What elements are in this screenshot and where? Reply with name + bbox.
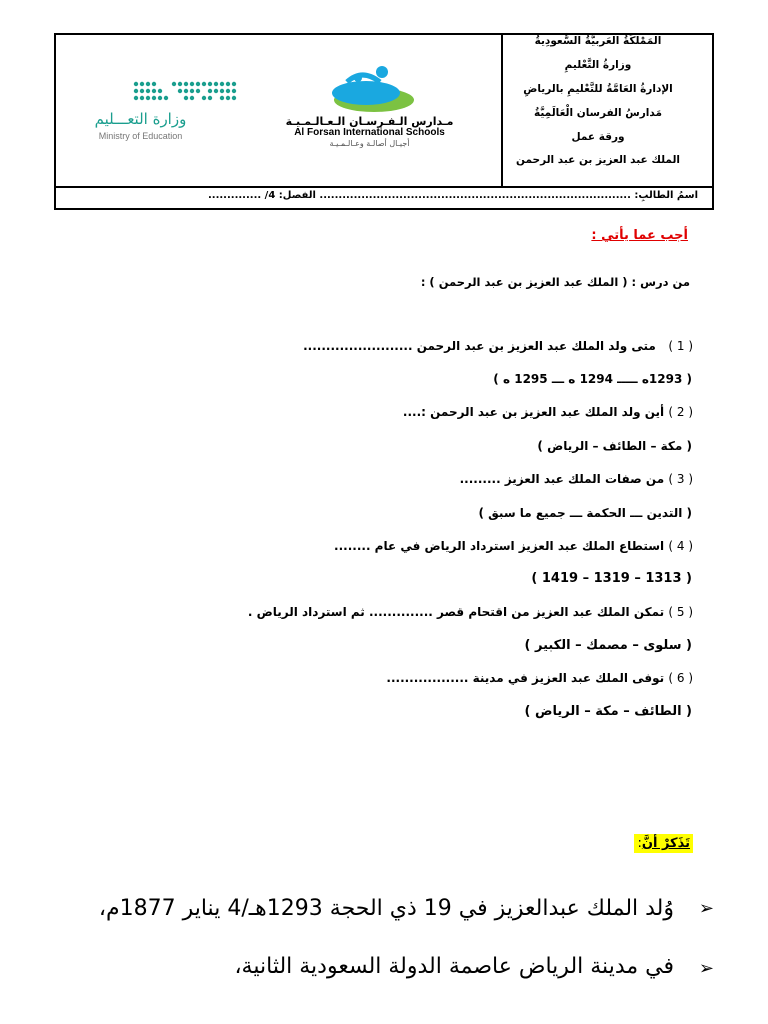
header-line-ministry: وزارةُ التَّعْليمِ — [564, 59, 632, 71]
moe-logo-dots — [78, 76, 238, 106]
question-2 — [403, 405, 693, 419]
question-6 — [386, 671, 693, 685]
remember-label-colon: : — [637, 836, 642, 851]
question-1 — [303, 339, 693, 353]
question-4 — [334, 539, 693, 553]
remember-item-2: في مدينة الرياض عاصمة الدولة السعودية الثانية، — [234, 954, 674, 979]
question-text: استطاع الملك عبد العزيز استرداد الرياض في عام ........ — [334, 539, 665, 553]
remember-item-1: وُلد الملك عبدالعزيز في 19 ذي الحجة 1293هـ/4 يناير 1877م، — [98, 896, 674, 921]
question-3 — [460, 472, 693, 486]
question-1-options: ( 1293ه ـــــ 1294 ه ـــ 1295 ه ) — [493, 372, 692, 386]
question-number: ( 6 ) — [668, 671, 693, 685]
remember-label — [634, 834, 693, 853]
question-text: تمكن الملك عبد العزيز من اقتحام قصر .............. ثم استرداد الرياض . — [247, 605, 665, 619]
question-4-options: ( 1419 – 1319 – 1313 ) — [531, 571, 692, 586]
remember-label-text: تَذَكرْ أنَّ — [641, 836, 690, 851]
forsan-logo — [262, 60, 477, 150]
forsan-logo-english: Al Forsan International Schools — [294, 127, 445, 138]
question-number: ( 4 ) — [668, 539, 693, 553]
arrow-bullet-icon: ➢ — [698, 898, 714, 919]
header-line-worksheet: ورقة عمل — [571, 131, 625, 143]
question-number: ( 1 ) — [668, 339, 693, 353]
question-number: ( 3 ) — [668, 472, 693, 486]
forsan-logo-mark — [262, 60, 477, 115]
question-number: ( 2 ) — [668, 405, 693, 419]
student-name-line: اسمُ الطالبِ: .................................................................................. الفصل: 4/ .............. — [207, 190, 698, 201]
forsan-logo-arabic: مـدارس الـفـرسـان الـعـالـمـيـة — [285, 115, 454, 128]
moe-logo-english: Ministry of Education — [98, 131, 183, 141]
instructions-heading: أجب عما يأتي : — [591, 228, 688, 243]
arrow-bullet-icon: ➢ — [698, 958, 714, 979]
header-line-school: مَدارسُ الفرسان الْعَالَمِيَّةُ — [534, 107, 662, 119]
question-2-options: ( مكة – الطائف – الرياض ) — [537, 439, 692, 453]
header-divider-horizontal — [54, 186, 714, 188]
question-6-options: ( الطائف – مكة – الرياض ) — [524, 704, 692, 719]
header-line-topic: الملك عبد العزيز بن عبد الرحمن — [516, 154, 680, 166]
question-text: أين ولد الملك عبد العزيز بن عبد الرحمن :.... — [402, 405, 665, 419]
header-line-directorate: الإدارةُ العَامَّةُ للتَّعْليمِ بالرياضِ — [523, 83, 673, 95]
moe-logo — [78, 76, 238, 146]
question-text: من صفات الملك عبد العزيز ......... — [459, 472, 665, 486]
question-text: متى ولد الملك عبد العزيز بن عبد الرحمن ........................ — [303, 339, 656, 353]
header-line-kingdom: المَمْلكَةُ العَربيَّةُ السُّعودِيةُ — [534, 35, 662, 47]
lesson-title: من درس : ( الملك عبد العزيز بن عبد الرحمن ) : — [420, 275, 690, 289]
question-3-options: ( التدين ـــ الحكمة ـــ جميع ما سبق ) — [478, 506, 692, 520]
question-5-options: ( سلوى – مصمك – الكبير ) — [524, 638, 692, 653]
question-number: ( 5 ) — [668, 605, 693, 619]
question-5 — [248, 605, 693, 619]
forsan-logo-tagline: أجيـال أصالـة وعـالـمـيـة — [329, 139, 410, 148]
moe-logo-arabic: وزارة التعـــليم — [94, 110, 187, 128]
question-text: توفى الملك عبد العزيز في مدينة .................. — [386, 671, 665, 685]
